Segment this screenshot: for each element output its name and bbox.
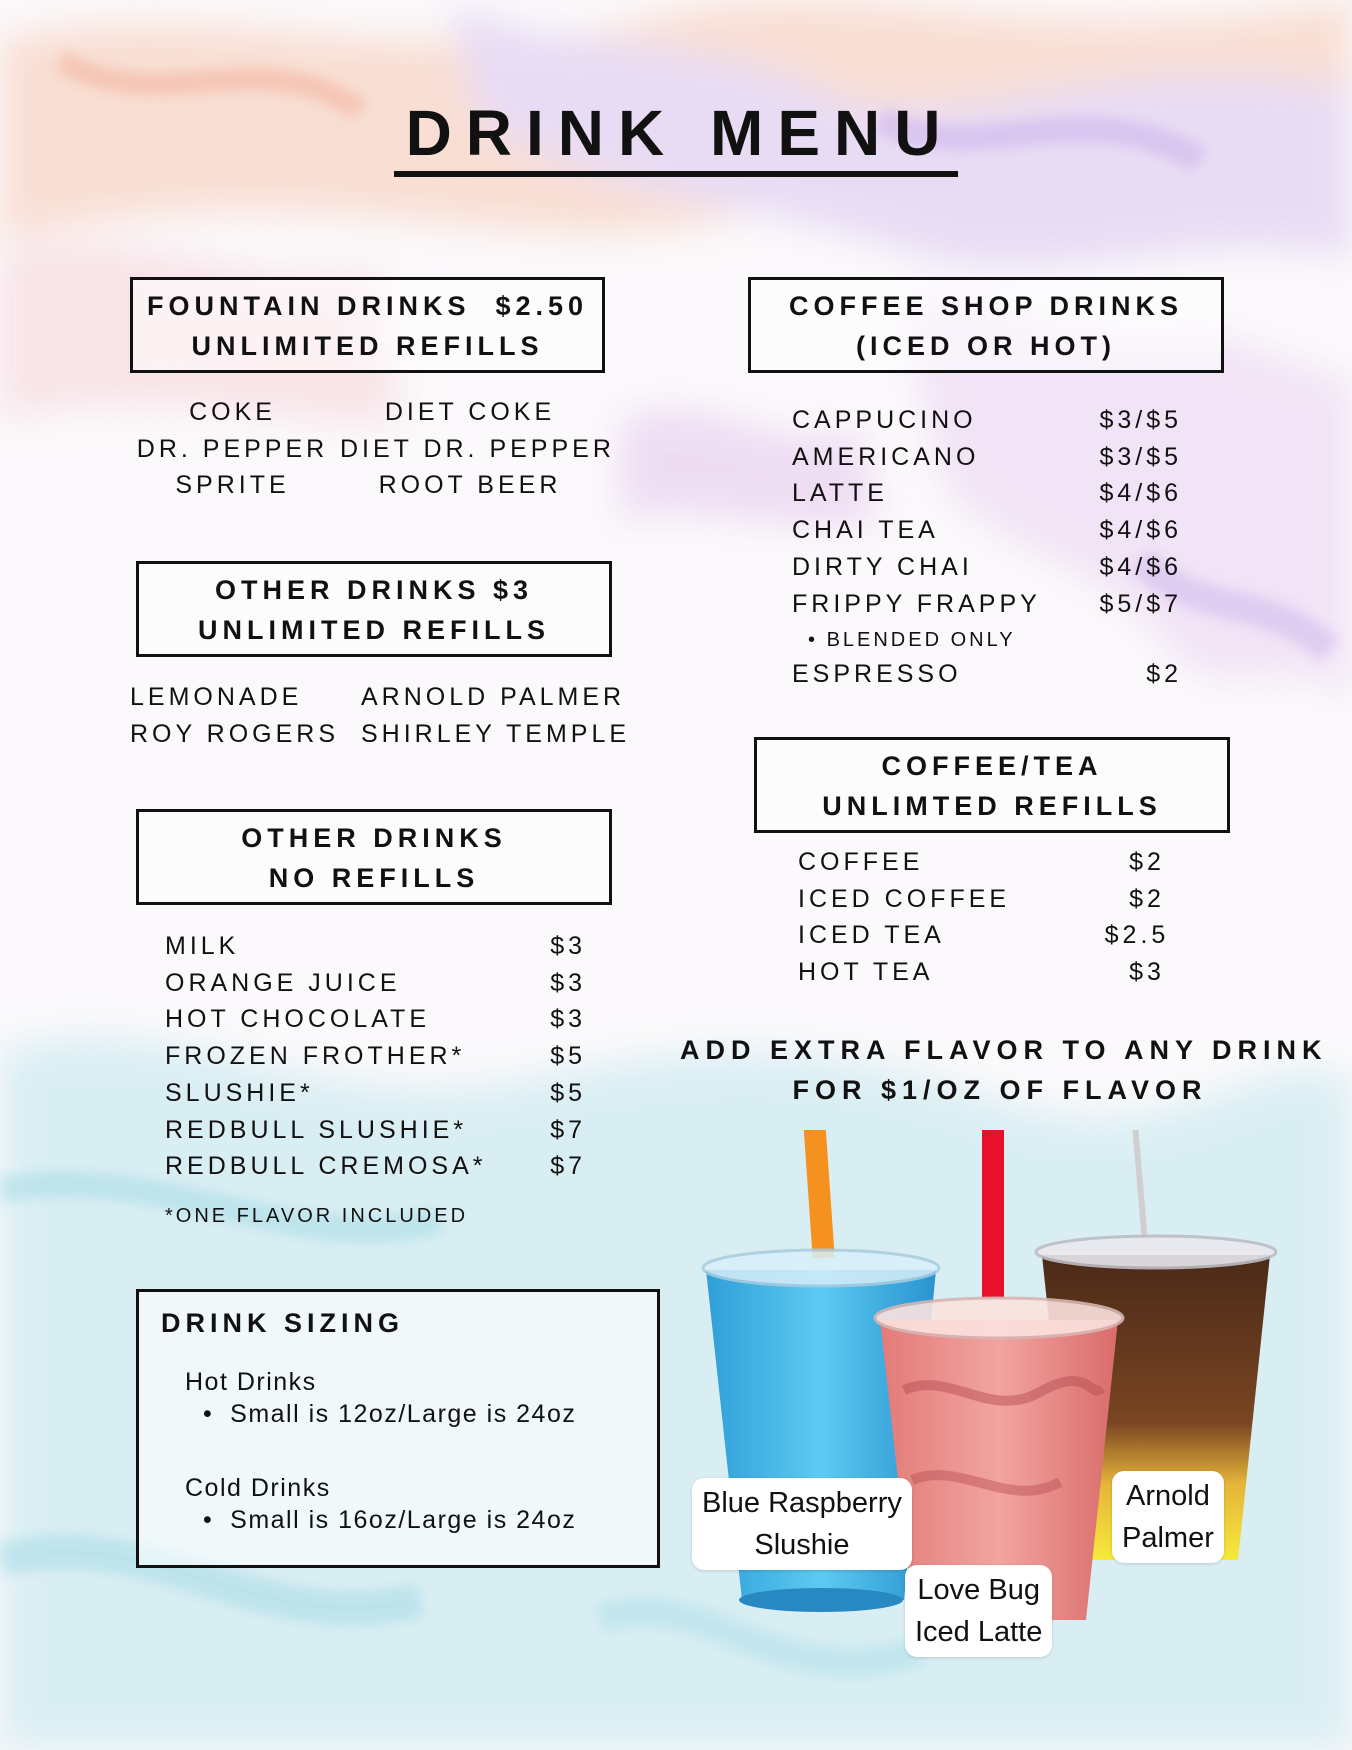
other-refill-col2 xyxy=(361,679,630,752)
other-refill-item: ROY ROGERS xyxy=(130,719,340,748)
menu-item-name: HOT CHOCOLATE xyxy=(165,1005,430,1034)
menu-item-price: $2 xyxy=(1146,660,1182,688)
menu-item-price: $4/$6 xyxy=(1099,479,1182,508)
menu-item-price: $3 xyxy=(550,1005,586,1034)
sizing-hot-text: Small is 12oz/Large is 24oz xyxy=(230,1400,577,1428)
fountain-item: SPRITE xyxy=(175,471,290,500)
menu-item-name: REDBULL CREMOSA* xyxy=(165,1152,487,1181)
menu-item-price: $7 xyxy=(550,1115,586,1144)
bullet-icon: • xyxy=(203,1506,231,1534)
sizing-heading: DRINK SIZING xyxy=(161,1308,405,1338)
menu-item-name: ICED TEA xyxy=(798,921,945,950)
bullet-icon: • xyxy=(808,629,827,651)
caption-line: Palmer xyxy=(1122,1522,1214,1554)
menu-item-name: DIRTY CHAI xyxy=(792,552,973,581)
other-drinks-norefill-header xyxy=(136,809,612,905)
sizing-cold-label: Cold Drinks xyxy=(185,1474,331,1502)
menu-item-name: CAPPUCINO xyxy=(792,406,977,434)
fountain-drinks-header xyxy=(130,277,605,373)
sizing-hot-detail xyxy=(203,1400,576,1429)
drink-sizing-box xyxy=(136,1289,660,1568)
menu-row xyxy=(792,586,1182,623)
fountain-item: COKE xyxy=(189,398,276,426)
sizing-cold-detail xyxy=(203,1506,576,1535)
fountain-item: DR. PEPPER xyxy=(136,434,329,463)
caption-line: Slushie xyxy=(754,1529,850,1561)
menu-row xyxy=(798,881,1178,918)
page-title xyxy=(0,96,1352,170)
menu-item-name: COFFEE xyxy=(798,848,924,876)
menu-item-name: MILK xyxy=(165,932,240,960)
menu-item-price: $4/$6 xyxy=(1099,516,1182,545)
menu-row xyxy=(798,954,1178,991)
coffee-tea-header xyxy=(754,737,1230,833)
extra-flavor-line1: ADD EXTRA FLAVOR TO ANY DRINK xyxy=(680,1035,1328,1065)
menu-item-price: $4/$6 xyxy=(1099,552,1182,581)
menu-item-name: LATTE xyxy=(792,479,888,508)
menu-item-price: $3/$5 xyxy=(1099,406,1182,434)
fountain-col2 xyxy=(340,394,615,504)
caption-love-bug-iced-latte xyxy=(905,1565,1052,1657)
other-refill-item: SHIRLEY TEMPLE xyxy=(361,719,631,748)
menu-row xyxy=(792,512,1182,549)
menu-row xyxy=(792,549,1182,586)
flavor-footnote: *ONE FLAVOR INCLUDED xyxy=(165,1205,469,1227)
other-refill-heading-line1: OTHER DRINKS $3 xyxy=(214,575,534,605)
other-norefill-list xyxy=(165,928,586,1185)
menu-item-price: $3 xyxy=(550,968,586,997)
other-refill-item: LEMONADE xyxy=(130,683,303,711)
coffee-tea-heading-line2: UNLIMTED REFILLS xyxy=(822,791,1162,821)
menu-row xyxy=(165,1038,586,1075)
menu-item-price: $5/$7 xyxy=(1099,589,1182,618)
menu-item-price: $2 xyxy=(1129,884,1165,913)
caption-line: Iced Latte xyxy=(915,1616,1043,1648)
fountain-col1 xyxy=(130,394,335,504)
other-drinks-refill-header xyxy=(136,561,612,657)
menu-row xyxy=(165,928,586,965)
menu-item-price: $7 xyxy=(550,1152,586,1181)
blended-only-note xyxy=(808,629,1016,652)
menu-item-name: FRIPPY FRAPPY xyxy=(792,589,1041,618)
other-norefill-heading-line1: OTHER DRINKS xyxy=(241,823,507,853)
menu-row xyxy=(165,1001,586,1038)
fountain-heading-line1: FOUNTAIN DRINKS $2.50 xyxy=(146,291,589,321)
menu-item-name: ORANGE JUICE xyxy=(165,968,401,997)
caption-line: Love Bug xyxy=(917,1574,1040,1606)
coffee-tea-list xyxy=(798,844,1178,991)
other-refill-item: ARNOLD PALMER xyxy=(361,683,626,711)
menu-item-price: $2 xyxy=(1129,848,1165,876)
blended-only-text: BLENDED ONLY xyxy=(826,629,1016,651)
coffee-shop-heading-line1: COFFEE SHOP DRINKS xyxy=(788,291,1184,321)
other-refill-heading-line2: UNLIMITED REFILLS xyxy=(198,615,550,645)
menu-item-price: $5 xyxy=(550,1078,586,1107)
sizing-cold-text: Small is 16oz/Large is 24oz xyxy=(230,1506,577,1534)
menu-row xyxy=(165,1148,586,1185)
menu-item-name: SLUSHIE* xyxy=(165,1078,314,1107)
menu-item-name: FROZEN FROTHER* xyxy=(165,1042,466,1071)
menu-item-name: REDBULL SLUSHIE* xyxy=(165,1115,468,1144)
caption-blue-raspberry-slushie xyxy=(692,1478,912,1570)
fountain-item: DIET DR. PEPPER xyxy=(340,434,615,463)
coffee-shop-heading-line2: (ICED OR HOT) xyxy=(856,331,1116,361)
coffee-tea-heading-line1: COFFEE/TEA xyxy=(881,751,1103,781)
other-refill-col1 xyxy=(130,679,339,752)
love-bug-latte-cup xyxy=(875,1130,1123,1620)
coffee-shop-header xyxy=(748,277,1224,373)
fountain-heading-line2: UNLIMITED REFILLS xyxy=(191,331,544,361)
menu-item-price: $3/$5 xyxy=(1099,442,1182,471)
menu-row xyxy=(792,402,1182,439)
caption-line: Blue Raspberry xyxy=(702,1487,902,1519)
menu-item-name: CHAI TEA xyxy=(792,516,939,545)
menu-row xyxy=(792,475,1182,512)
coffee-shop-list xyxy=(792,402,1182,622)
menu-item-name: HOT TEA xyxy=(798,958,934,987)
menu-row xyxy=(165,1075,586,1112)
menu-item-name: ESPRESSO xyxy=(792,660,962,688)
menu-item-price: $5 xyxy=(550,1042,586,1071)
extra-flavor-line2: FOR $1/OZ OF FLAVOR xyxy=(792,1075,1208,1105)
menu-row xyxy=(798,917,1178,954)
fountain-item: DIET COKE xyxy=(384,398,556,426)
caption-arnold-palmer xyxy=(1112,1471,1224,1563)
menu-item-name: ICED COFFEE xyxy=(798,884,1011,913)
menu-row xyxy=(792,439,1182,476)
other-norefill-heading-line2: NO REFILLS xyxy=(268,863,480,893)
espresso-row xyxy=(792,656,1182,693)
page-title-text: DRINK MENU xyxy=(394,97,959,177)
menu-item-price: $3 xyxy=(1129,958,1165,987)
bullet-icon: • xyxy=(203,1400,231,1428)
menu-item-price: $2.5 xyxy=(1104,921,1170,950)
menu-row xyxy=(798,844,1178,881)
caption-line: Arnold xyxy=(1126,1480,1210,1512)
menu-row xyxy=(165,965,586,1002)
sizing-hot-label: Hot Drinks xyxy=(185,1368,317,1396)
extra-flavor-promo xyxy=(680,1030,1328,1110)
fountain-item: ROOT BEER xyxy=(378,471,562,500)
menu-item-name: AMERICANO xyxy=(792,442,980,471)
menu-row xyxy=(165,1112,586,1149)
menu-item-price: $3 xyxy=(550,932,586,960)
